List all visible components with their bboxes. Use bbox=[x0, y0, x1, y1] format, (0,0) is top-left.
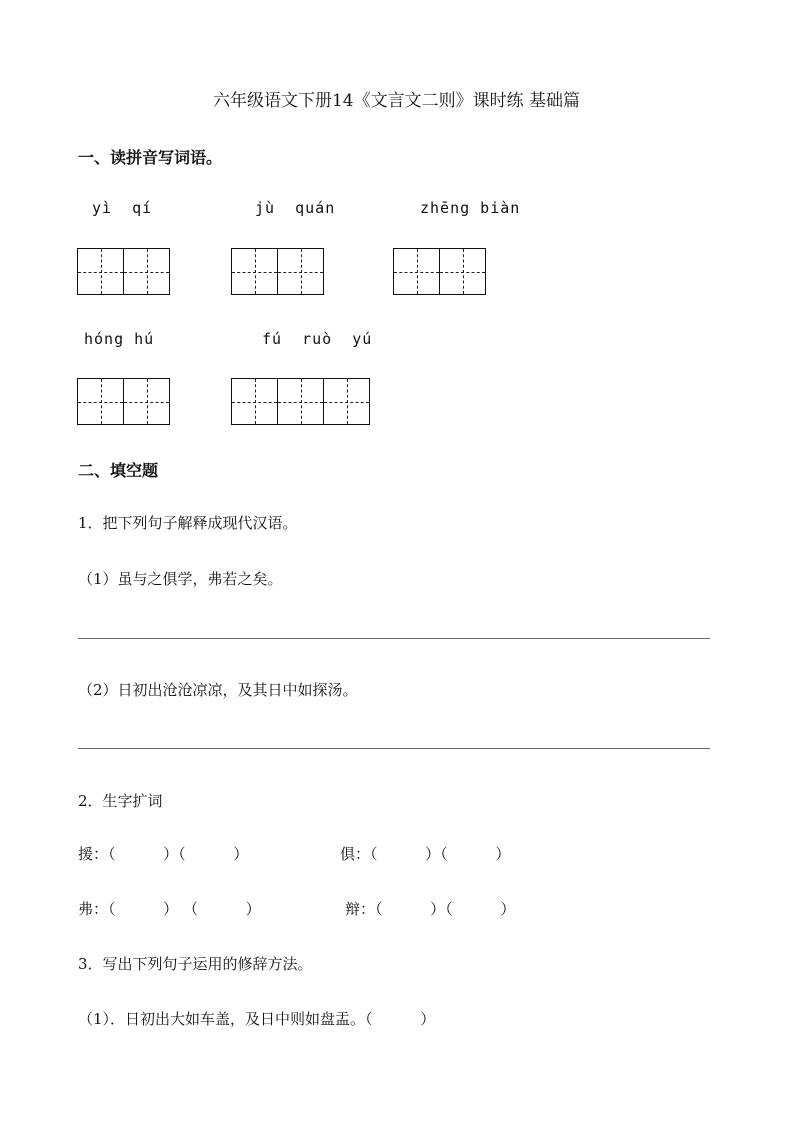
word-row-2-right[interactable]: 辩：（ ）（ ） bbox=[345, 900, 516, 918]
grid-cell[interactable] bbox=[77, 248, 124, 295]
question-1-item-1: （1）虽与之俱学，弗若之矣。 bbox=[78, 570, 283, 588]
pinyin-1: yì qí bbox=[92, 199, 153, 217]
grid-cell[interactable] bbox=[123, 378, 170, 425]
word-row-2-left[interactable]: 弗：（ ） （ ） bbox=[78, 900, 261, 918]
writing-grid-2[interactable] bbox=[231, 248, 324, 295]
grid-cell[interactable] bbox=[277, 378, 324, 425]
section-1-heading: 一、读拼音写词语。 bbox=[78, 148, 223, 167]
grid-cell[interactable] bbox=[393, 248, 440, 295]
word-row-1-right[interactable]: 俱：（ ）（ ） bbox=[340, 845, 511, 863]
question-1-label: 1．把下列句子解释成现代汉语。 bbox=[78, 514, 298, 532]
writing-grid-3[interactable] bbox=[393, 248, 486, 295]
pinyin-5: fú ruò yú bbox=[262, 330, 373, 348]
grid-cell[interactable] bbox=[277, 248, 324, 295]
section-2-heading: 二、填空题 bbox=[78, 461, 159, 480]
answer-line-1[interactable] bbox=[78, 638, 710, 639]
answer-line-2[interactable] bbox=[78, 748, 710, 749]
grid-cell[interactable] bbox=[323, 378, 370, 425]
question-1-item-2: （2）日初出沧沧凉凉，及其日中如探汤。 bbox=[78, 681, 358, 699]
word-row-1-left[interactable]: 援：（ ）（ ） bbox=[78, 845, 249, 863]
writing-grid-5[interactable] bbox=[231, 378, 370, 425]
writing-grid-4[interactable] bbox=[77, 378, 170, 425]
grid-cell[interactable] bbox=[439, 248, 486, 295]
grid-cell[interactable] bbox=[123, 248, 170, 295]
grid-cell[interactable] bbox=[231, 378, 278, 425]
grid-cell[interactable] bbox=[231, 248, 278, 295]
grid-cell[interactable] bbox=[77, 378, 124, 425]
pinyin-2: jù quán bbox=[255, 199, 336, 217]
writing-grid-1[interactable] bbox=[77, 248, 170, 295]
pinyin-4: hóng hú bbox=[84, 330, 155, 348]
question-3-label: 3．写出下列句子运用的修辞方法。 bbox=[78, 955, 313, 973]
page-title: 六年级语文下册14《文言文二则》课时练 基础篇 bbox=[212, 91, 581, 111]
question-2-label: 2．生字扩词 bbox=[78, 792, 163, 810]
question-3-item-1: （1）．日初出大如车盖，及日中则如盘盂。（ ） bbox=[78, 1010, 436, 1028]
pinyin-3: zhēng biàn bbox=[420, 199, 521, 217]
